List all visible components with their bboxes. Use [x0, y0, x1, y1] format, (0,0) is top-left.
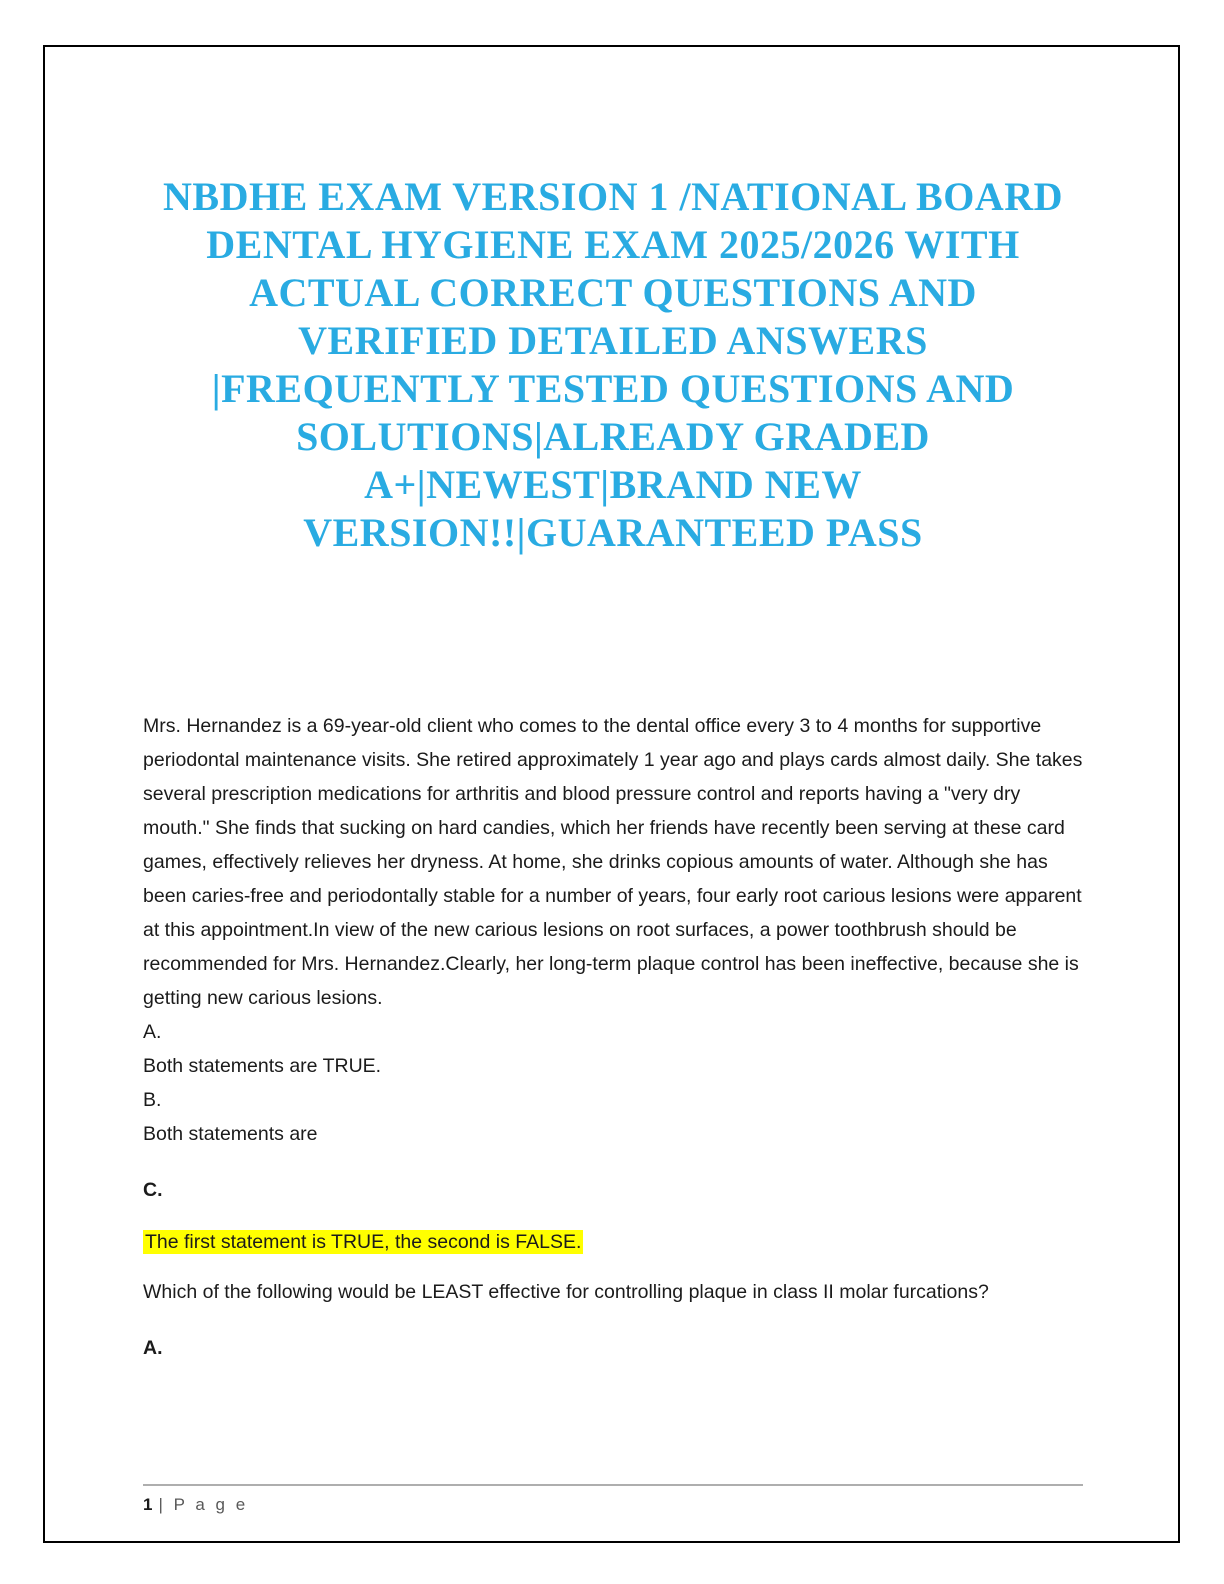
page-content: [143, 45, 1083, 1365]
option-c-label: C.: [143, 1179, 163, 1201]
question-2-option-a-label: A.: [143, 1337, 163, 1359]
highlighted-answer: The first statement is TRUE, the second is FALSE.: [145, 1231, 582, 1253]
footer-page-label: | P a g e: [158, 1495, 249, 1514]
document-title: [143, 173, 1083, 557]
option-a-label: A.: [143, 1021, 162, 1043]
option-a-text: Both statements are TRUE.: [143, 1055, 382, 1077]
title-line: A+|NEWEST|BRAND NEW: [364, 462, 862, 507]
question-2-text: Which of the following would be LEAST effective for controlling plaque in class II molar furcations?: [143, 1281, 989, 1303]
title-line: VERSION!!|GUARANTEED PASS: [303, 510, 923, 555]
footer-page-number: 1: [143, 1495, 153, 1514]
title-line: NBDHE EXAM VERSION 1 /NATIONAL BOARD: [163, 174, 1063, 219]
page-footer: [143, 1484, 1083, 1515]
title-line: DENTAL HYGIENE EXAM 2025/2026 WITH: [206, 222, 1020, 267]
title-line: SOLUTIONS|ALREADY GRADED: [296, 414, 930, 459]
option-b-label: B.: [143, 1089, 162, 1111]
title-line: |FREQUENTLY TESTED QUESTIONS AND: [211, 366, 1015, 411]
answer-line: [143, 1225, 1083, 1259]
question-paragraph: Mrs. Hernandez is a 69-year-old client who comes to the dental office every 3 to 4 months for supportive periodontal maintenance visits. She retired approximately 1 year ago and plays cards almost daily. She takes several prescription medications for arthritis and blood pressure control and reports having a "very dry mouth." She finds that sucking on hard candies, which her friends have recently been serving at these card games, effectively relieves her dryness. At home, she drinks copious amounts of water. Although she has been caries-free and periodontally stable for a number of years, four early root carious lesions were apparent at this appointment.In view of the new carious lesions on root surfaces, a power toothbrush should be recommended for Mrs. Hernandez.Clearly, her long-term plaque control has been ineffective, because she is getting new carious lesions.: [143, 715, 1083, 1009]
title-line: VERIFIED DETAILED ANSWERS: [298, 318, 928, 363]
title-line: ACTUAL CORRECT QUESTIONS AND: [249, 270, 977, 315]
option-b-text: Both statements are: [143, 1123, 318, 1145]
